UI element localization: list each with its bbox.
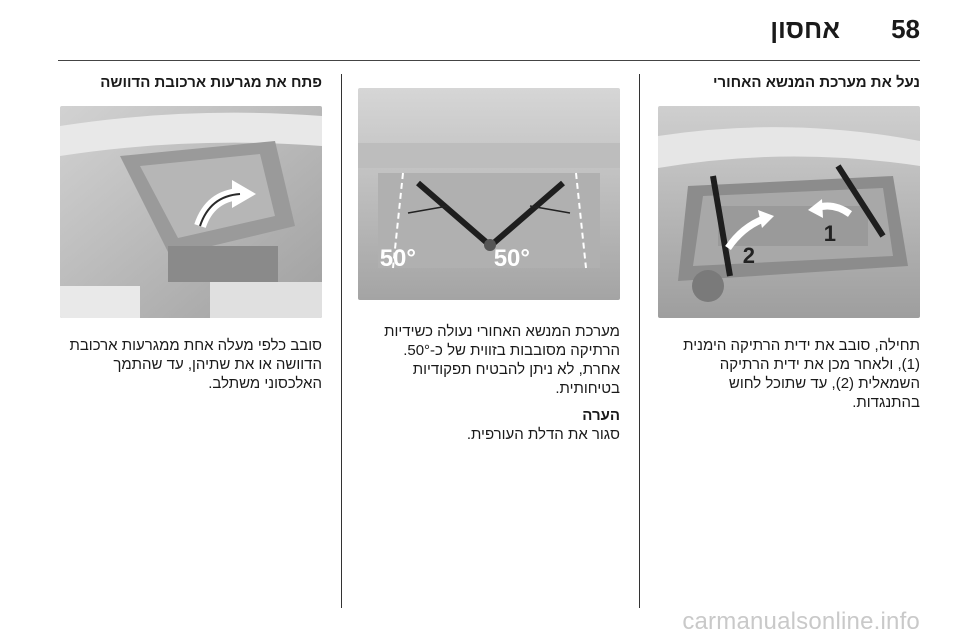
instruction-text: סובב כלפי מעלה אחת ממגרעות ארכובת הדוושה או את שתיהן, עד שהתמך האלכסוני משתלב. — [69, 337, 322, 392]
angle-label-right: 50° — [493, 245, 530, 272]
column-lock-carrier — [658, 74, 920, 412]
figure-lever-angle — [358, 88, 620, 300]
column-lever-angle — [358, 74, 620, 444]
column-divider-2 — [341, 74, 342, 608]
instruction-text: מערכת המנשא האחורי נעולה כשידיות הרתיקה מסובבות בזווית של כ-50°. אחרת, לא ניתן להבטיח תפקודיות בטיחותית. — [384, 323, 620, 397]
section-title: נעל את מערכת המנשא האחורי — [712, 74, 920, 91]
page-number: 58 — [891, 14, 920, 44]
column-divider-1 — [639, 74, 640, 608]
header-rule — [58, 60, 920, 61]
note-text: סגור את הדלת העורפית. — [466, 426, 620, 443]
column-open-pedal-recesses — [60, 74, 322, 393]
title-spacer — [358, 74, 620, 88]
watermark: carmanualsonline.info — [682, 608, 920, 635]
instruction-text: תחילה, סובב את ידית הרתיקה הימנית (1), ולאחר מכן את ידית הרתיקה השמאלית (2), עד שתוכל לחוש בהתנגדות. — [683, 337, 920, 411]
note-heading: הערה — [582, 407, 620, 424]
figure-label-1: 1 — [823, 221, 836, 246]
angle-label-left: 50° — [379, 245, 416, 272]
figure-pedal-recess — [60, 106, 322, 318]
section-title: פתח את מגרעות ארכובת הדוושה — [100, 74, 322, 91]
figure-label-2: 2 — [742, 243, 755, 268]
figure-locking-levers — [658, 106, 920, 318]
chapter-title: אחסון — [770, 14, 840, 44]
page-header — [0, 0, 960, 62]
